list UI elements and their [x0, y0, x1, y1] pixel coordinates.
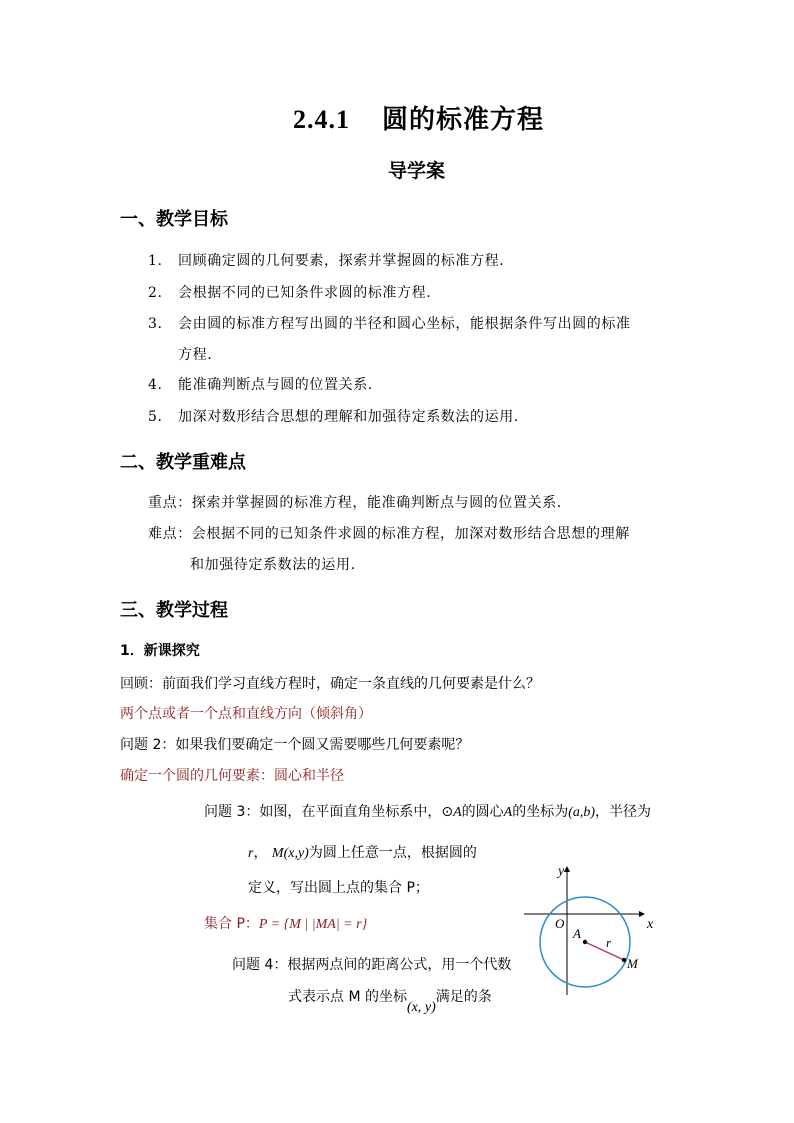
list-item: 3. 会由圆的标准方程写出圆的半径和圆心坐标，能根据条件写出圆的标准 [148, 316, 631, 332]
origin-label: O [555, 916, 565, 931]
list-item: 1. 回顾确定圆的几何要素，探索并掌握圆的标准方程. [148, 253, 505, 269]
x-axis-label: x [647, 917, 654, 932]
question-3-line-3: 定义，写出圆上点的集合 P； [248, 880, 429, 896]
page-title: 2.4.1 圆的标准方程 [293, 105, 545, 134]
list-item: 2. 会根据不同的已知条件求圆的标准方程. [148, 285, 432, 301]
section-heading-goals: 一、教学目标 [120, 209, 228, 230]
question-4-line-2: 式表示点 M 的坐标(x, y)满足的条 [288, 989, 492, 1015]
center-point [583, 940, 587, 944]
radius-segment [585, 942, 624, 960]
list-item-continuation: 方程. [178, 347, 213, 363]
question-2: 问题 2：如果我们要确定一个圆又需要哪些几何要素呢？ [120, 737, 470, 753]
review-question: 回顾：前面我们学习直线方程时，确定一条直线的几何要素是什么？ [120, 676, 540, 692]
y-axis-label: y [558, 864, 565, 879]
review-answer: 两个点或者一个点和直线方向（倾斜角） [120, 706, 372, 722]
set-p-answer: 集合 P：P = {M | |MA| = r} [204, 916, 368, 932]
key-point-text: 重点：探索并掌握圆的标准方程，能准确判断点与圆的位置关系. [148, 495, 562, 511]
subsection-heading: 1．新课探究 [120, 643, 200, 659]
center-label: A [573, 926, 581, 941]
section-heading-key-points: 二、教学重难点 [120, 452, 246, 473]
list-item: 4. 能准确判断点与圆的位置关系. [148, 377, 373, 393]
difficult-point-continuation: 和加强待定系数法的运用. [190, 557, 356, 573]
circle-figure [510, 855, 660, 1005]
point-m [622, 958, 626, 962]
page-subtitle: 导学案 [388, 160, 446, 182]
point-m-label: M [627, 956, 638, 971]
question-3-line-2: r， M(x,y)为圆上任意一点，根据圆的 [248, 845, 477, 861]
question-4: 问题 4：根据两点间的距离公式，用一个代数 [232, 957, 512, 973]
answer-2: 确定一个圆的几何要素：圆心和半径 [120, 768, 344, 784]
list-item: 5. 加深对数形结合思想的理解和加强待定系数法的运用. [148, 409, 519, 425]
radius-label: r [606, 935, 612, 950]
section-heading-process: 三、教学过程 [120, 600, 228, 621]
difficult-point-text: 难点：会根据不同的已知条件求圆的标准方程，加深对数形结合思想的理解 [148, 526, 630, 542]
question-3: 问题 3：如图，在平面直角坐标系中，⊙A的圆心A的坐标为(a,b)，半径为 [204, 804, 652, 820]
